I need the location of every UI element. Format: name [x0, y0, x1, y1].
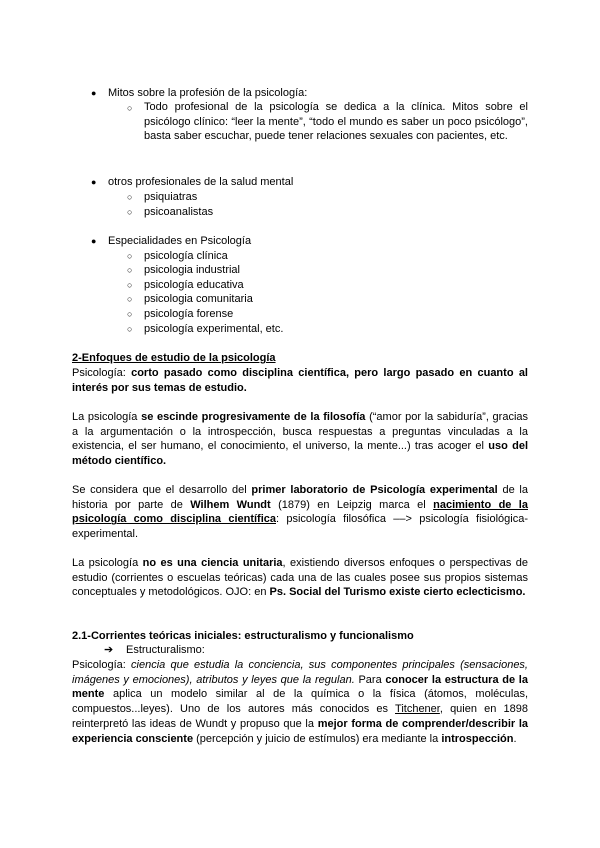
- p3-bold: primer laboratorio de Psicología experimental: [251, 484, 498, 496]
- myths-title: Mitos sobre la profesión de la psicología:: [108, 87, 308, 99]
- section-2-heading: 2-Enfoques de estudio de la psicología: [72, 352, 276, 364]
- others-title: otros profesionales de la salud mental: [108, 176, 294, 188]
- specialty-item: psicologia comunitaria: [144, 293, 253, 305]
- p3-text: de la historia por parte de: [72, 484, 528, 511]
- circle-bullet-icon: ○: [127, 265, 133, 275]
- p3-bold-underline: nacimiento de la psicología como disciplina científica: [72, 498, 528, 526]
- p3-text: (1879) en Leipzig marca el: [278, 498, 426, 511]
- circle-bullet-icon: ○: [127, 251, 133, 261]
- def-bold: conocer la estructura de la mente: [72, 673, 528, 701]
- arrow-right-icon: ➔: [104, 644, 114, 656]
- def-label: Psicología:: [72, 659, 126, 671]
- specialty-item: psicología clínica: [144, 250, 228, 262]
- bullet-icon: ●: [91, 236, 97, 246]
- p4-text: , existiendo diversos enfoques o perspectivas de estudio (corrientes o escuelas teóricas) cada una de las cuales posee sus propios sistemas conceptuales y metodológicos. OJO: en: [72, 557, 528, 599]
- bullet-icon: ●: [91, 177, 97, 187]
- arrow-item-label: Estructuralismo:: [126, 644, 205, 656]
- p3-bold: Wilhem Wundt: [190, 498, 271, 511]
- def-bold: introspección: [441, 732, 514, 745]
- p4-bold: Ps. Social del Turismo existe cierto eclecticismo.: [269, 586, 526, 599]
- myths-item: Todo profesional de la psicología se dedica a la clínica. Mitos sobre el psicólogo clínico: “leer la mente”, “todo el mundo es saber un poco psicólogo”, basta saber escuchar, puede tener relaciones sexuales con pacientes, etc.: [144, 101, 528, 143]
- circle-bullet-icon: ○: [127, 324, 133, 334]
- circle-bullet-icon: ○: [127, 103, 133, 113]
- p2-bold: se escinde progresivamente de la filosofía: [141, 411, 366, 423]
- p4-text: La psicología: [72, 557, 139, 569]
- p2-text: (“amor por la sabiduría”, gracias a la argumentación o la introspección, busca respuestas a preguntas vinculadas a la existencia, el ser humano, el conocimiento, el universo, la mente...) tras acoger el: [72, 411, 529, 453]
- specialty-item: psicologia industrial: [144, 264, 240, 276]
- specialties-title: Especialidades en Psicología: [108, 235, 252, 247]
- circle-bullet-icon: ○: [127, 309, 133, 319]
- circle-bullet-icon: ○: [127, 192, 133, 202]
- specialty-item: psicología educativa: [144, 279, 244, 291]
- p1-label: Psicología:: [72, 367, 126, 379]
- circle-bullet-icon: ○: [127, 207, 133, 217]
- circle-bullet-icon: ○: [127, 294, 133, 304]
- section-2-1-heading: 2.1-Corrientes teóricas iniciales: estructuralismo y funcionalismo: [72, 630, 414, 642]
- p1-bold: corto pasado como disciplina científica, pero largo pasado en cuanto al interés por sus temas de estudio.: [72, 367, 528, 394]
- p3-text: : psicología filosófica ––> psicología fisiológica-experimental.: [72, 513, 528, 541]
- specialty-item: psicología experimental, etc.: [144, 323, 284, 335]
- def-text: (percepción y juicio de estímulos) era mediante la: [196, 732, 439, 745]
- section-2-paragraph-2: [72, 410, 528, 469]
- section-2-1-paragraph: [72, 658, 528, 746]
- section-2-paragraph-3: [72, 483, 528, 542]
- def-bold: mejor forma de comprender/describir la experiencia consciente: [72, 717, 528, 745]
- p2-bold: uso del método científico.: [72, 440, 529, 468]
- section-2-paragraph-4: [72, 556, 528, 600]
- others-item: psicoanalistas: [144, 206, 214, 218]
- def-text: aplica un modelo similar al de la química o la física (átomos, moléculas, compuestos...leyes). Uno de los autores más conocidos es: [72, 688, 528, 716]
- def-text: , quien en 1898 reinterpretó las ideas de Wundt y propuso que la: [72, 703, 528, 730]
- specialty-item: psicología forense: [144, 308, 234, 320]
- def-text: .: [513, 732, 517, 745]
- p3-text: Se considera que el desarrollo del: [72, 484, 247, 496]
- circle-bullet-icon: ○: [127, 280, 133, 290]
- others-item: psiquiatras: [144, 191, 198, 203]
- def-underlined-name: Titchener: [395, 703, 440, 716]
- p4-bold: no es una ciencia unitaria: [142, 557, 283, 569]
- bullet-icon: ●: [91, 88, 97, 98]
- def-text: Para: [358, 673, 382, 686]
- def-italic: ciencia que estudia la conciencia, sus componentes principales (sensaciones, imágenes y emociones), atributos y leyes que la regulan.: [72, 659, 528, 686]
- section-2-paragraph-1: [72, 366, 528, 395]
- p2-text: La psicología: [72, 411, 138, 423]
